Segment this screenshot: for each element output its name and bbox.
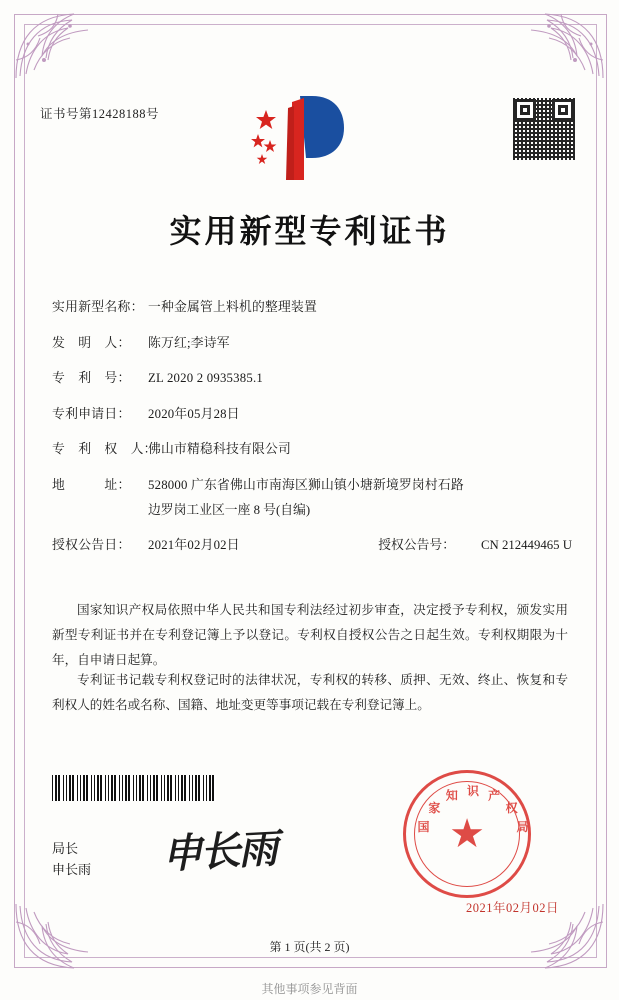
field-value: 一种金属管上料机的整理装置 <box>148 300 317 314</box>
grant-date-value: 2021年02月02日 <box>148 538 240 552</box>
seal-date: 2021年02月02日 <box>465 901 559 915</box>
patent-office-logo-icon <box>248 88 358 188</box>
paragraph-grant-statement: 国家知识产权局依照中华人民共和国专利法经过初步审查，决定授予专利权，颁发实用新型专利证书并在专利登记簿上予以登记。专利权自授权公告之日起生效。专利权期限为十年，自申请日起算。 <box>52 603 568 667</box>
certificate-number: 证书号第12428188号 <box>40 107 160 121</box>
back-page-note: 其他事项参见背面 <box>261 982 358 996</box>
grant-number-value: CN 212449465 U <box>480 538 572 552</box>
barcode <box>52 775 216 801</box>
official-red-seal <box>403 770 531 898</box>
field-row-patent-number <box>52 367 572 386</box>
field-row-patentee <box>52 438 572 457</box>
field-label: 发 明 人： <box>52 335 131 350</box>
grant-date-label: 授权公告日： <box>52 538 131 552</box>
signature-block <box>52 838 91 880</box>
field-value: 陈万红;李诗军 <box>148 335 230 350</box>
seal-text: 国 家 知 识 产 权 局 <box>417 784 529 834</box>
field-row-grant <box>52 534 572 553</box>
page-number: 第 1 页(共 2 页) <box>269 940 350 954</box>
field-value: 佛山市精稳科技有限公司 <box>148 442 291 456</box>
field-label: 实用新型名称： <box>52 300 144 314</box>
field-label: 专 利 号： <box>52 371 131 385</box>
field-row-invention-name <box>52 296 572 315</box>
field-value: 528000 广东省佛山市南海区狮山镇小塘新境罗岗村石路 <box>148 477 464 492</box>
field-row-inventor <box>52 332 572 351</box>
signature-name-label: 申长雨 <box>52 862 92 877</box>
field-row-application-date <box>52 403 572 422</box>
seal-emblem-icon: ★ <box>449 811 485 856</box>
page-title: 实用新型专利证书 <box>169 212 450 250</box>
field-row-address <box>52 474 572 493</box>
grant-number-label: 授权公告号： <box>378 538 455 552</box>
field-value: 2020年05月28日 <box>148 406 240 421</box>
field-label: 专 利 权 人： <box>52 442 157 456</box>
qr-code-icon <box>513 98 575 160</box>
field-label: 专利申请日： <box>52 406 131 421</box>
signature-title-label: 局长 <box>52 841 79 856</box>
field-value: ZL 2020 2 0935385.1 <box>148 371 263 385</box>
address-line-2: 边罗岗工业区一座 8 号(自编) <box>148 503 311 517</box>
paragraph-legal-status: 专利证书记载专利权登记时的法律状况，专利权的转移、质押、无效、终止、恢复和专利权人的姓名或名称、国籍、地址变更等事项记载在专利登记簿上。 <box>52 673 568 712</box>
field-label: 地 址： <box>52 477 131 492</box>
field-list <box>52 296 572 570</box>
handwritten-signature: 申长雨 <box>161 825 278 878</box>
